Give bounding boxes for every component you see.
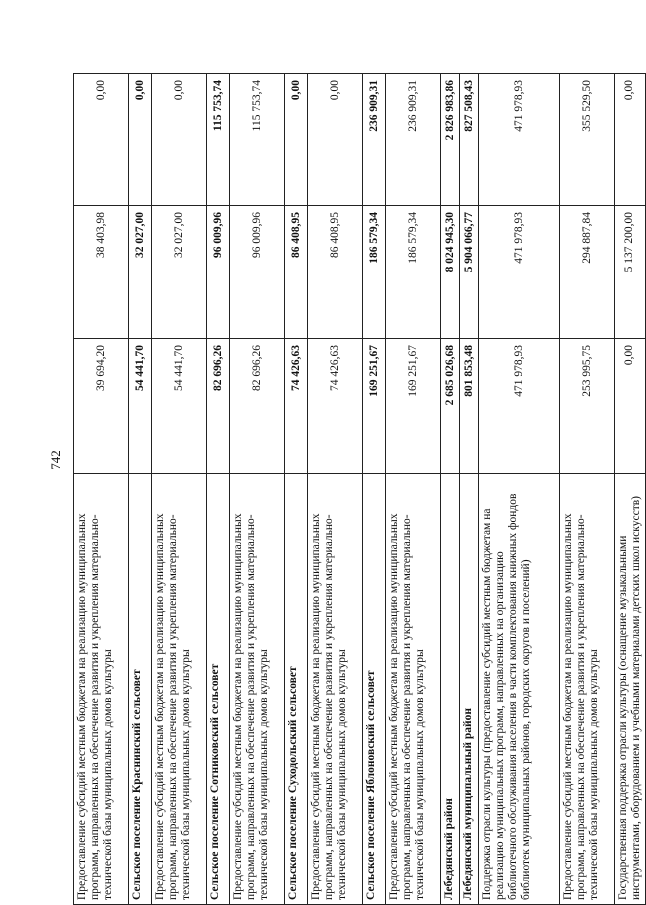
row-name-cell: Сельское поселение Яблоновский сельсовет [363,474,386,905]
value-cell-3: 2 826 983,86 [441,74,460,206]
value-cell-3: 0,00 [129,74,152,206]
value-cell-1: 54 441,70 [152,339,207,474]
value-cell-1: 74 426,63 [285,339,308,474]
table-row-section [363,74,386,905]
value-cell-1: 39 694,20 [74,339,129,474]
table-row-section [207,74,230,905]
table-row [479,74,560,905]
row-name-cell: Поддержка отрасли культуры (предоставление субсидий местным бюджетам на реализацию муниципальных программ, направленных на организацию библиотечного обслуживания населения в части комплектования книжных фондов библиотек муниципальных районов, городских округов и поселений) [479,474,560,905]
value-cell-1: 82 696,26 [207,339,230,474]
value-cell-3: 115 753,74 [207,74,230,206]
value-cell-3: 115 753,74 [230,74,285,206]
table-row-section [441,74,460,905]
table-row [230,74,285,905]
row-name-cell: Предоставление субсидий местным бюджетам на реализацию муниципальных программ, направленных на обеспечение развития и укрепления материально-технической базы муниципальных домов культуры [152,474,207,905]
value-cell-2: 186 579,34 [386,206,441,339]
table-row-section [129,74,152,905]
row-name-cell: Лебедянский район [441,474,460,905]
value-cell-3: 0,00 [285,74,308,206]
value-cell-3: 0,00 [308,74,363,206]
value-cell-3: 0,00 [74,74,129,206]
row-name-cell: Сельское поселение Суходольский сельсовет [285,474,308,905]
table-row-section [285,74,308,905]
value-cell-2: 32 027,00 [129,206,152,339]
value-cell-1: 2 685 026,68 [441,339,460,474]
value-cell-1: 471 978,93 [479,339,560,474]
value-cell-2: 471 978,93 [479,206,560,339]
value-cell-2: 186 579,34 [363,206,386,339]
value-cell-2: 96 009,96 [230,206,285,339]
value-cell-1: 82 696,26 [230,339,285,474]
budget-table-wrapper [73,0,642,905]
value-cell-3: 0,00 [615,74,646,206]
table-row [152,74,207,905]
value-cell-2: 86 408,95 [285,206,308,339]
value-cell-2: 8 024 945,30 [441,206,460,339]
value-cell-2: 96 009,96 [207,206,230,339]
table-row-section [460,74,479,905]
page-number: 742 [48,450,63,470]
budget-table [73,73,646,905]
row-name-cell: Предоставление субсидий местным бюджетам на реализацию муниципальных программ, направленных на обеспечение развития и укрепления материально-технической базы муниципальных домов культуры [308,474,363,905]
table-row [308,74,363,905]
value-cell-3: 355 529,50 [560,74,615,206]
row-name-cell: Предоставление субсидий местным бюджетам на реализацию муниципальных программ, направленных на обеспечение развития и укрепления материально-технической базы муниципальных домов культуры [230,474,285,905]
table-row [386,74,441,905]
row-name-cell: Сельское поселение Сотниковский сельсовет [207,474,230,905]
table-row [615,74,646,905]
value-cell-1: 169 251,67 [386,339,441,474]
value-cell-1: 801 853,48 [460,339,479,474]
row-name-cell: Предоставление субсидий местным бюджетам на реализацию муниципальных программ, направленных на обеспечение развития и укрепления материально-технической базы муниципальных домов культуры [386,474,441,905]
row-name-cell: Лебедянский муниципальный район [460,474,479,905]
value-cell-3: 236 909,31 [363,74,386,206]
value-cell-1: 0,00 [615,339,646,474]
value-cell-2: 38 403,98 [74,206,129,339]
value-cell-3: 0,00 [152,74,207,206]
table-row [74,74,129,905]
row-name-cell: Государственная поддержка отрасли культуры (оснащение музыкальными инструментами, оборудованием и учебными материалами детских школ искусств) [615,474,646,905]
value-cell-1: 253 995,75 [560,339,615,474]
value-cell-2: 86 408,95 [308,206,363,339]
value-cell-2: 294 887,84 [560,206,615,339]
value-cell-1: 74 426,63 [308,339,363,474]
value-cell-2: 5 137 200,00 [615,206,646,339]
row-name-cell: Сельское поселение Краснинский сельсовет [129,474,152,905]
value-cell-1: 169 251,67 [363,339,386,474]
table-row [560,74,615,905]
row-name-cell: Предоставление субсидий местным бюджетам на реализацию муниципальных программ, направленных на обеспечение развития и укрепления материально-технической базы муниципальных домов культуры [560,474,615,905]
value-cell-2: 5 904 066,77 [460,206,479,339]
value-cell-3: 827 508,43 [460,74,479,206]
value-cell-1: 54 441,70 [129,339,152,474]
value-cell-3: 236 909,31 [386,74,441,206]
row-name-cell: Предоставление субсидий местным бюджетам на реализацию муниципальных программ, направленных на обеспечение развития и укрепления материально-технической базы муниципальных домов культуры [74,474,129,905]
value-cell-2: 32 027,00 [152,206,207,339]
value-cell-3: 471 978,93 [479,74,560,206]
